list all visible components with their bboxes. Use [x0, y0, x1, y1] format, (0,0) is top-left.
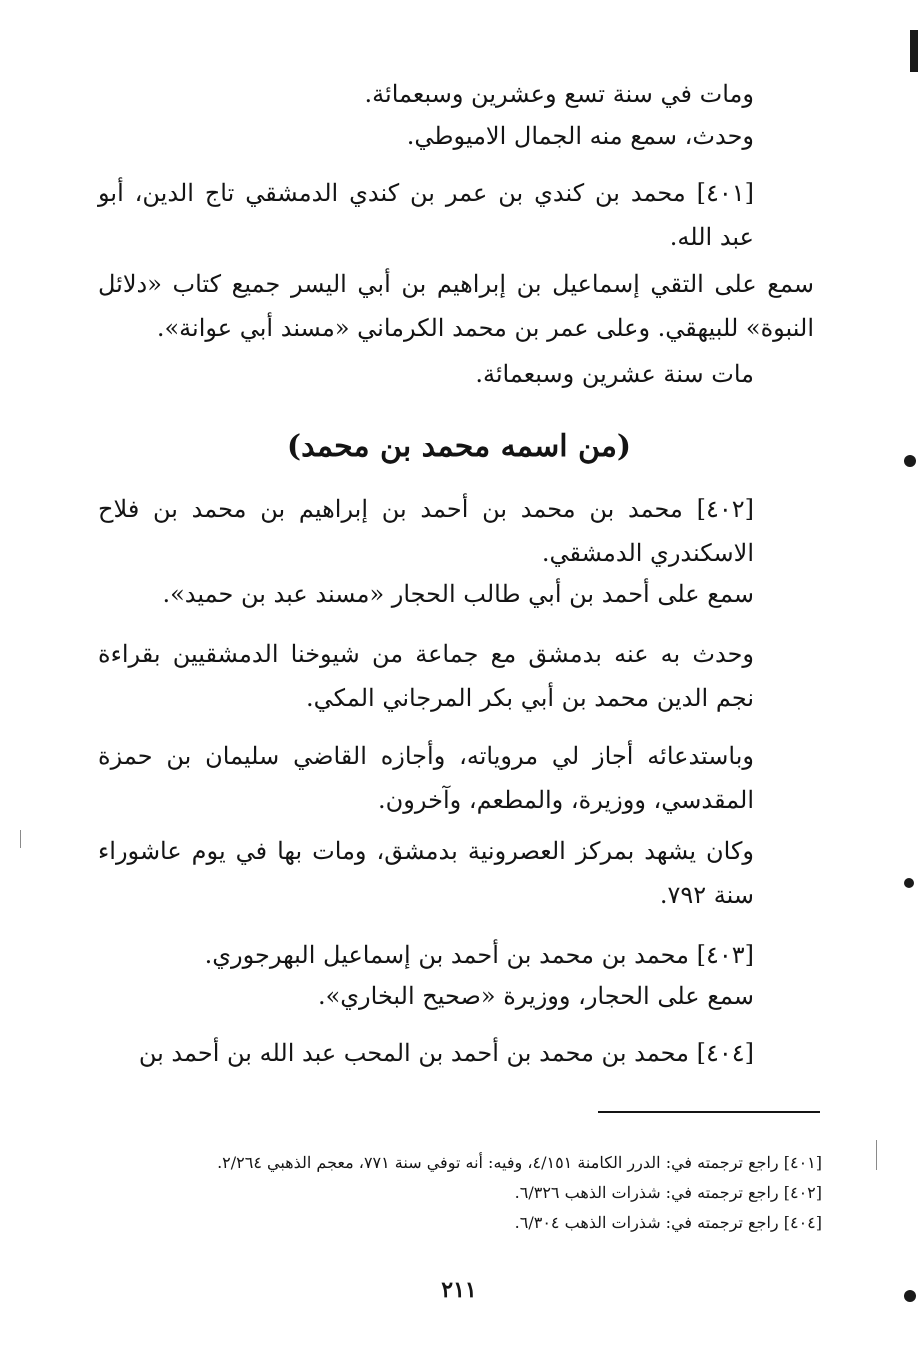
footnote-divider [598, 1111, 820, 1113]
entry-403-heading: [٤٠٣] محمد بن محمد بن أحمد بن إسماعيل البهرجوري. [204, 941, 754, 969]
entry-402-narrated: وحدث به عنه بدمشق مع جماعة من شيوخنا الدمشقيين بقراءة نجم الدين محمد بن أبي بكر المرجاني المكي. [98, 640, 754, 712]
scan-artifact-line [20, 830, 21, 848]
entry-402-heading: [٤٠٢] محمد بن محمد بن أحمد بن إبراهيم بن محمد بن فلاح الاسكندري الدمشقي. [98, 495, 754, 567]
entry-402-heard: سمع على أحمد بن أبي طالب الحجار «مسند عبد بن حميد». [162, 580, 754, 608]
entry-401-death: مات سنة عشرين وسبعمائة. [475, 360, 754, 388]
entry-401-heading: [٤٠١] محمد بن كندي بن عمر بن كندي الدمشقي تاج الدين، أبو عبد الله. [98, 179, 754, 251]
scan-edge-mark [910, 30, 918, 72]
scan-edge-dot [904, 878, 914, 888]
scan-edge-dot [904, 1290, 916, 1302]
paragraph-narrated-amyuti: وحدث، سمع منه الجمال الاميوطي. [406, 122, 754, 150]
entry-403-heard: سمع على الحجار، ووزيرة «صحيح البخاري». [317, 982, 754, 1010]
entry-402-licence: وباستدعائه أجاز لي مروياته، وأجازه القاضي سليمان بن حمزة المقدسي، ووزيرة، والمطعم، وآخرون. [98, 742, 754, 814]
scan-edge-dot [904, 455, 916, 467]
entry-404-heading: [٤٠٤] محمد بن محمد بن أحمد بن المحب عبد الله بن أحمد بن [138, 1039, 754, 1067]
entry-401-heard: سمع على التقي إسماعيل بن إبراهيم بن أبي اليسر جميع كتاب «دلائل النبوة» للبيهقي. وعلى عمر بن محمد الكرماني «مسند أبي عوانة». [98, 270, 814, 342]
entry-402-death: وكان يشهد بمركز العصرونية بدمشق، ومات بها في يوم عاشوراء سنة ٧٩٢. [98, 837, 754, 909]
section-heading: (من اسمه محمد بن محمد) [286, 429, 632, 464]
paragraph-death-729: ومات في سنة تسع وعشرين وسبعمائة. [364, 80, 754, 108]
footnote-404: [٤٠٤] راجع ترجمته في: شذرات الذهب ٦/٣٠٤. [514, 1213, 822, 1232]
footnote-401: [٤٠١] راجع ترجمته في: الدرر الكامنة ٤/١٥١، وفيه: أنه توفي سنة ٧٧١، معجم الذهبي ٢/٢٦٤. [217, 1153, 822, 1172]
scan-artifact-line [876, 1140, 877, 1170]
page-number: ٢١١ [441, 1277, 477, 1303]
footnote-402: [٤٠٢] راجع ترجمته في: شذرات الذهب ٦/٣٢٦. [514, 1183, 822, 1202]
